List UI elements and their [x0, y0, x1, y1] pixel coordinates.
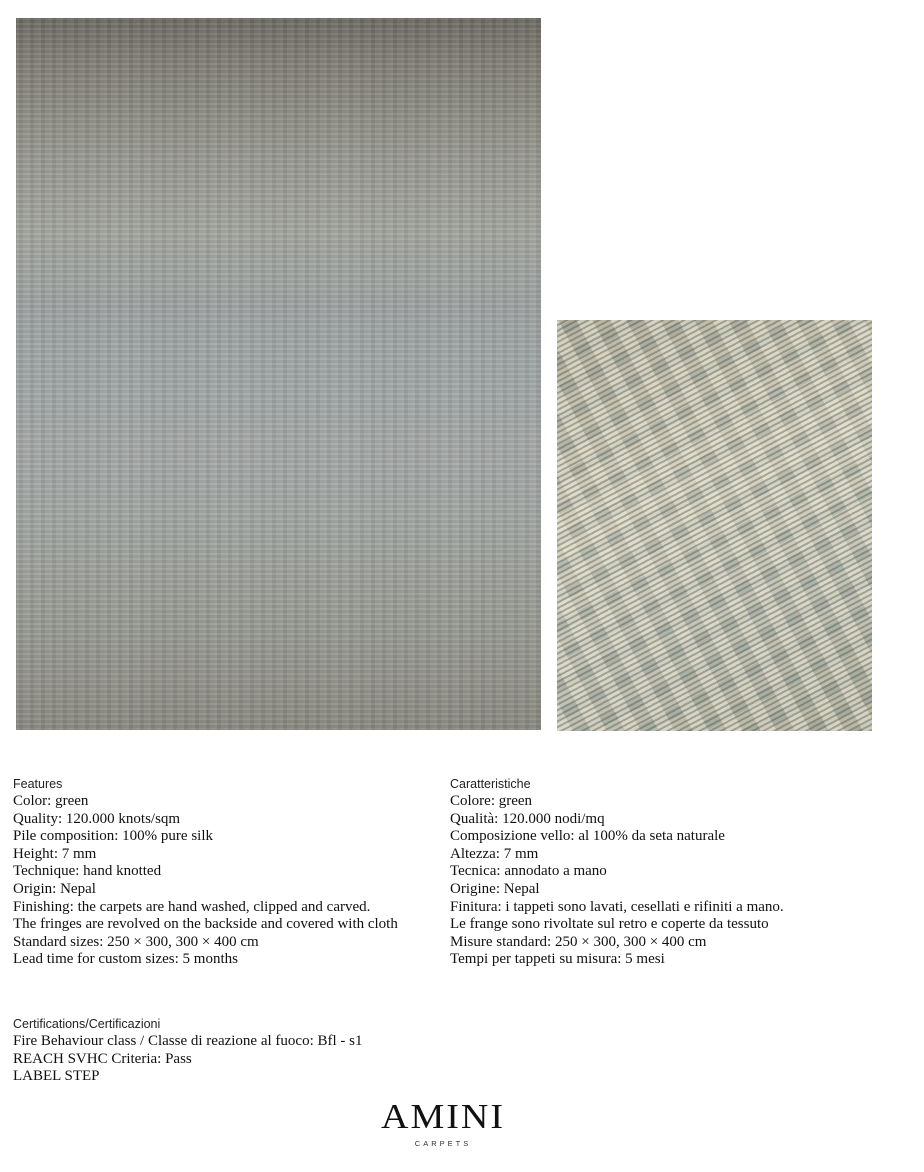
logo-subtitle: CARPETS [414, 1139, 472, 1148]
certifications-section [13, 1016, 613, 1086]
feature-line: Origin: Nepal [13, 880, 96, 897]
feature-line: Finishing: the carpets are hand washed, clipped and carved. [13, 898, 371, 915]
feature-line: Technique: hand knotted [13, 863, 162, 880]
certification-line: LABEL STEP [13, 1068, 100, 1085]
certification-line: Fire Behaviour class / Classe di reazione al fuoco: Bfl - s1 [13, 1033, 363, 1049]
feature-line: Pile composition: 100% pure silk [13, 828, 213, 845]
caratteristica-line: Altezza: 7 mm [450, 845, 539, 862]
feature-line: Color: green [13, 793, 89, 809]
rug-detail-image [557, 320, 872, 731]
caratteristiche-heading: Caratteristiche [450, 777, 531, 791]
caratteristica-line: Tecnica: annodato a mano [450, 863, 607, 880]
feature-line: The fringes are revolved on the backside and covered with cloth [13, 916, 398, 933]
caratteristica-line: Origine: Nepal [450, 880, 540, 897]
feature-line: Standard sizes: 250 × 300, 300 × 400 cm [13, 933, 259, 950]
logo-wordmark: AMINI [381, 1097, 505, 1137]
caratteristica-line: Colore: green [450, 793, 533, 809]
features-heading: Features [13, 777, 63, 791]
caratteristiche-section [450, 776, 890, 969]
feature-line: Height: 7 mm [13, 845, 97, 862]
features-section [13, 776, 443, 969]
feature-line: Lead time for custom sizes: 5 months [13, 951, 238, 968]
caratteristica-line: Composizione vello: al 100% da seta naturale [450, 828, 725, 845]
caratteristica-line: Finitura: i tappeti sono lavati, cesellati e rifiniti a mano. [450, 898, 784, 915]
caratteristica-line: Tempi per tappeti su misura: 5 mesi [450, 951, 665, 968]
certifications-heading: Certifications/Certificazioni [13, 1017, 161, 1031]
caratteristica-line: Qualità: 120.000 nodi/mq [450, 810, 605, 827]
caratteristica-line: Misure standard: 250 × 300, 300 × 400 cm [450, 933, 707, 950]
rug-main-image [16, 18, 541, 730]
amini-carpets-logo [377, 1098, 509, 1148]
feature-line: Quality: 120.000 knots/sqm [13, 810, 181, 827]
caratteristica-line: Le frange sono rivoltate sul retro e coperte da tessuto [450, 916, 769, 933]
certification-line: REACH SVHC Criteria: Pass [13, 1050, 192, 1067]
